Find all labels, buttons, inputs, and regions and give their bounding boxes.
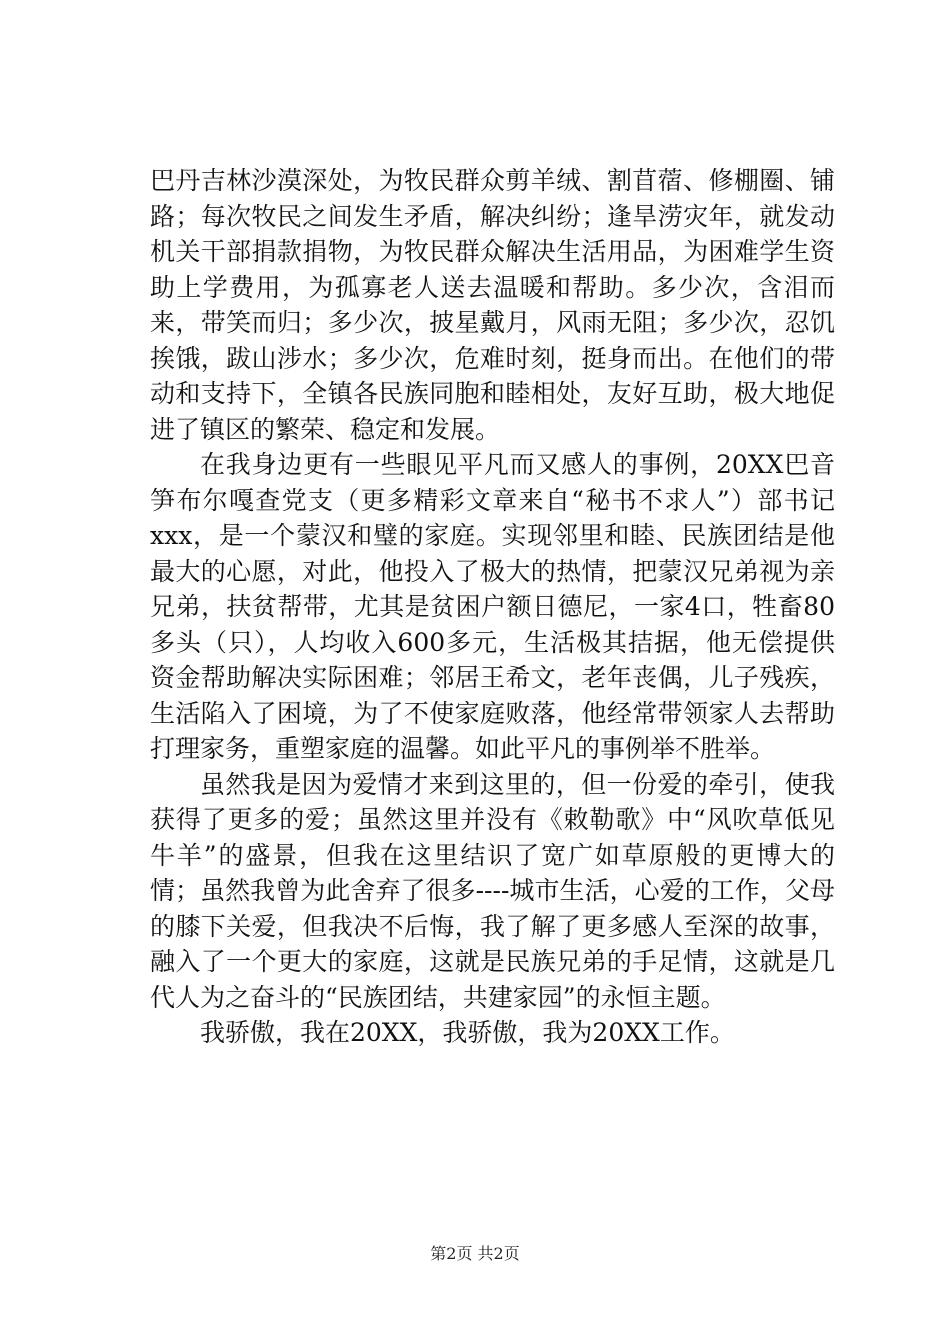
paragraph-4: 我骄傲，我在20XX，我骄傲，我为20XX工作。	[200, 1018, 735, 1047]
paragraph-2: 在我身边更有一些眼见平凡而又感人的事例，20XX巴音笋布尔嘎查党支（更多精彩文章来自“秘书不求人”）部书记xxx，是一个蒙汉和璧的家庭。实现邻里和睦、民族团结是他最大的心愿，对此，他投入了极大的热情，把蒙汉兄弟视为亲兄弟，扶贫帮带，尤其是贫困户额日德尼，一家4口，牲畜80多头（只），人均收入600多元，生活极其拮据，他无偿提供资金帮助解决实际困难；邻居王希文，老年丧偶，儿子残疾，生活陷入了困境，为了不使家庭败落，他经常带领家人去帮助打理家务，重塑家庭的温馨。如此平凡的事例举不胜举。	[150, 450, 835, 763]
document-body	[150, 163, 835, 1051]
paragraph-1: 巴丹吉林沙漠深处，为牧民群众剪羊绒、割苜蓿、修棚圈、铺路；每次牧民之间发生矛盾，解决纠纷；逢旱涝灾年，就发动机关干部捐款捐物，为牧民群众解决生活用品，为困难学生资助上学费用，为孤寡老人送去温暖和帮助。多少次，含泪而来，带笑而归；多少次，披星戴月，风雨无阻；多少次，忍饥挨饿，跋山涉水；多少次，危难时刻，挺身而出。在他们的带动和支持下，全镇各民族同胞和睦相处，友好互助，极大地促进了镇区的繁荣、稳定和发展。	[150, 166, 835, 444]
paragraph-3: 虽然我是因为爱情才来到这里的，但一份爱的牵引，使我获得了更多的爱；虽然这里并没有《敕勒歌》中“风吹草低见牛羊”的盛景，但我在这里结识了宽广如草原般的更博大的情；虽然我曾为此舍弃了很多----城市生活，心爱的工作，父母的膝下关爱，但我决不后悔，我了解了更多感人至深的故事，融入了一个更大的家庭，这就是民族兄弟的手足情，这就是几代人为之奋斗的“民族团结，共建家园”的永恒主题。	[150, 769, 835, 1012]
page-footer	[0, 1244, 950, 1264]
page-number-label: 第2页 共2页	[430, 1244, 520, 1263]
